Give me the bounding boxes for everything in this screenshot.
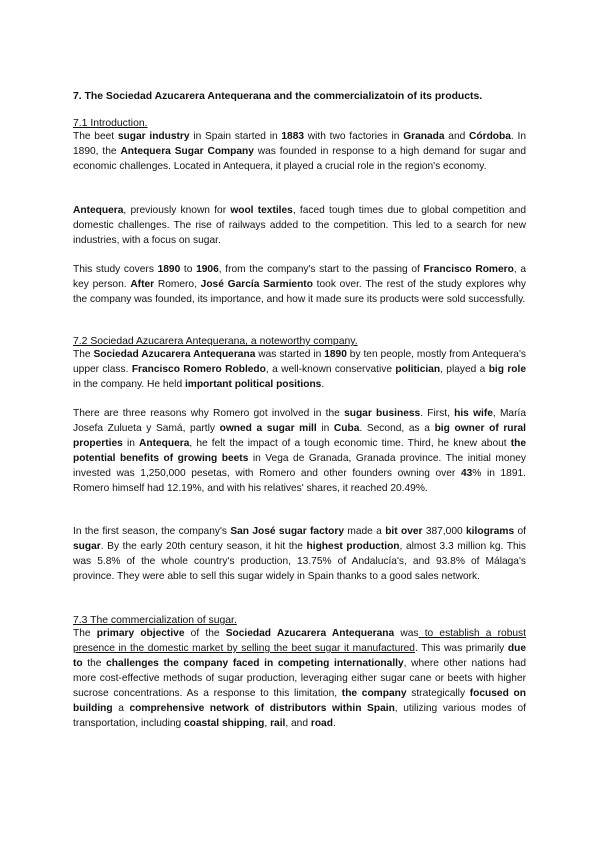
bold-run: Cuba <box>333 423 360 434</box>
bold-run: challenges the company faced in competing internationally <box>106 658 404 669</box>
paragraph: In the first season, the company's San José sugar factory made a bit over 387,000 kilograms of sugar. By the early 20th century season, it hit the highest production, almost 3.3 million kg. This was 5.8% of the whole country's production, 13.75% of Andalucía's, and 93.8% of Málaga's province. They were able to sell this sugar widely in Spain thanks to a good sales network. <box>73 526 527 582</box>
bold-run: important political positions <box>184 379 322 390</box>
bold-run: owned a sugar mill <box>219 423 317 434</box>
bold-run: sugar <box>73 541 101 552</box>
paragraph: The beet sugar industry in Spain started in 1883 with two factories in Granada and Córdoba. In 1890, the Antequera Sugar Company was founded in response to a high demand for sugar and economic challenges. Located in Antequera, it played a crucial role in the region's economy. <box>73 131 526 172</box>
bold-run: road <box>310 718 333 729</box>
bold-run: coastal shipping <box>184 718 265 729</box>
bold-run: due to <box>73 643 526 669</box>
bold-run: Sociedad Azucarera Antequerana <box>225 628 395 639</box>
bold-run: kilograms <box>466 526 515 537</box>
bold-run: comprehensive network of distributors within Spain <box>129 703 395 714</box>
bold-run: 43 <box>460 468 473 479</box>
bold-run: José García Sarmiento <box>200 279 313 290</box>
bold-run: big role <box>488 364 527 375</box>
bold-run: his wife <box>454 408 493 419</box>
bold-run: sugar industry <box>117 131 190 142</box>
bold-run: San José sugar factory <box>230 526 344 537</box>
section-heading-introduction: 7.1 Introduction. <box>73 118 148 129</box>
bold-run: Antequera <box>73 205 124 216</box>
bold-run: highest production <box>306 541 400 552</box>
section-heading-noteworthy-company: 7.2 Sociedad Azucarera Antequerana, a noteworthy company. <box>73 336 358 347</box>
paragraph: The primary objective of the Sociedad Azucarera Antequerana was to establish a robust presence in the domestic market by selling the beet sugar it manufactured. This was primarily due to the challenges the company faced in competing internationally, where other nations had more cost-effective methods of sugar production, leveraging either sugar cane or beets with higher sucrose concentrations. As a response to this limitation, the company strategically focused on building a comprehensive network of distributors within Spain, utilizing various modes of transportation, including coastal shipping, rail, and road. <box>73 628 526 729</box>
bold-run: Francisco Romero <box>423 264 514 275</box>
bold-run: bit over <box>385 526 423 537</box>
bold-run: Granada <box>403 131 445 142</box>
bold-run: Francisco Romero Robledo <box>131 364 266 375</box>
section-heading-commercialization: 7.3 The commercialization of sugar. <box>73 615 237 626</box>
paragraph: There are three reasons why Romero got involved in the sugar business. First, his wife, María Josefa Zulueta y Samá, partly owned a sugar mill in Cuba. Second, as a big owner of rural properties in Antequera, he felt the impact of a tough economic time. Third, he knew about the potential benefits of growing beets in Vega de Granada, Granada province. The initial money invested was 1,250,000 pesetas, with Romero and other founders owning over 43% in 1891. Romero himself had 12.19%, and with his relatives' shares, it reached 20.49%. <box>73 408 527 494</box>
paragraph: The Sociedad Azucarera Antequerana was started in 1890 by ten people, mostly from Antequera's upper class. Francisco Romero Robledo, a well-known conservative politician, played a big role in the company. He held important political positions. <box>73 349 527 390</box>
document-title: 7. The Sociedad Azucarera Antequerana and the commercializatoin of its products. <box>73 91 483 102</box>
underlined-run: to establish a robust presence in the domestic market by selling the beet sugar it manufactured <box>73 628 526 654</box>
bold-run: 1906 <box>196 264 219 275</box>
bold-run: 1890 <box>157 264 181 275</box>
bold-run: Sociedad Azucarera Antequerana <box>93 349 256 360</box>
bold-run: Antequera Sugar Company <box>120 146 254 157</box>
bold-run: the company <box>341 688 407 699</box>
bold-run: focused on building <box>73 688 526 714</box>
bold-run: the potential benefits of growing beets <box>73 438 527 464</box>
bold-run: Antequera <box>139 438 190 449</box>
bold-run: rail <box>270 718 286 729</box>
bold-run: sugar business <box>344 408 421 419</box>
bold-run: 1883 <box>281 131 305 142</box>
bold-run: big owner of rural properties <box>73 423 526 449</box>
bold-run: Córdoba <box>469 131 511 142</box>
bold-run: primary objective <box>96 628 185 639</box>
bold-run: wool textiles <box>230 205 293 216</box>
paragraph: This study covers 1890 to 1906, from the company's start to the passing of Francisco Romero, a key person. After Romero, José García Sarmiento took over. The rest of the study explores why the company was founded, its importance, and how it made sure its products were sold successfully. <box>73 264 526 305</box>
bold-run: After <box>130 279 155 290</box>
paragraph: Antequera, previously known for wool textiles, faced tough times due to global competition and domestic challenges. The rise of railways added to the competition. This led to a search for new industries, with a focus on sugar. <box>73 205 526 246</box>
bold-run: 1890 <box>324 349 347 360</box>
bold-run: politician <box>395 364 441 375</box>
